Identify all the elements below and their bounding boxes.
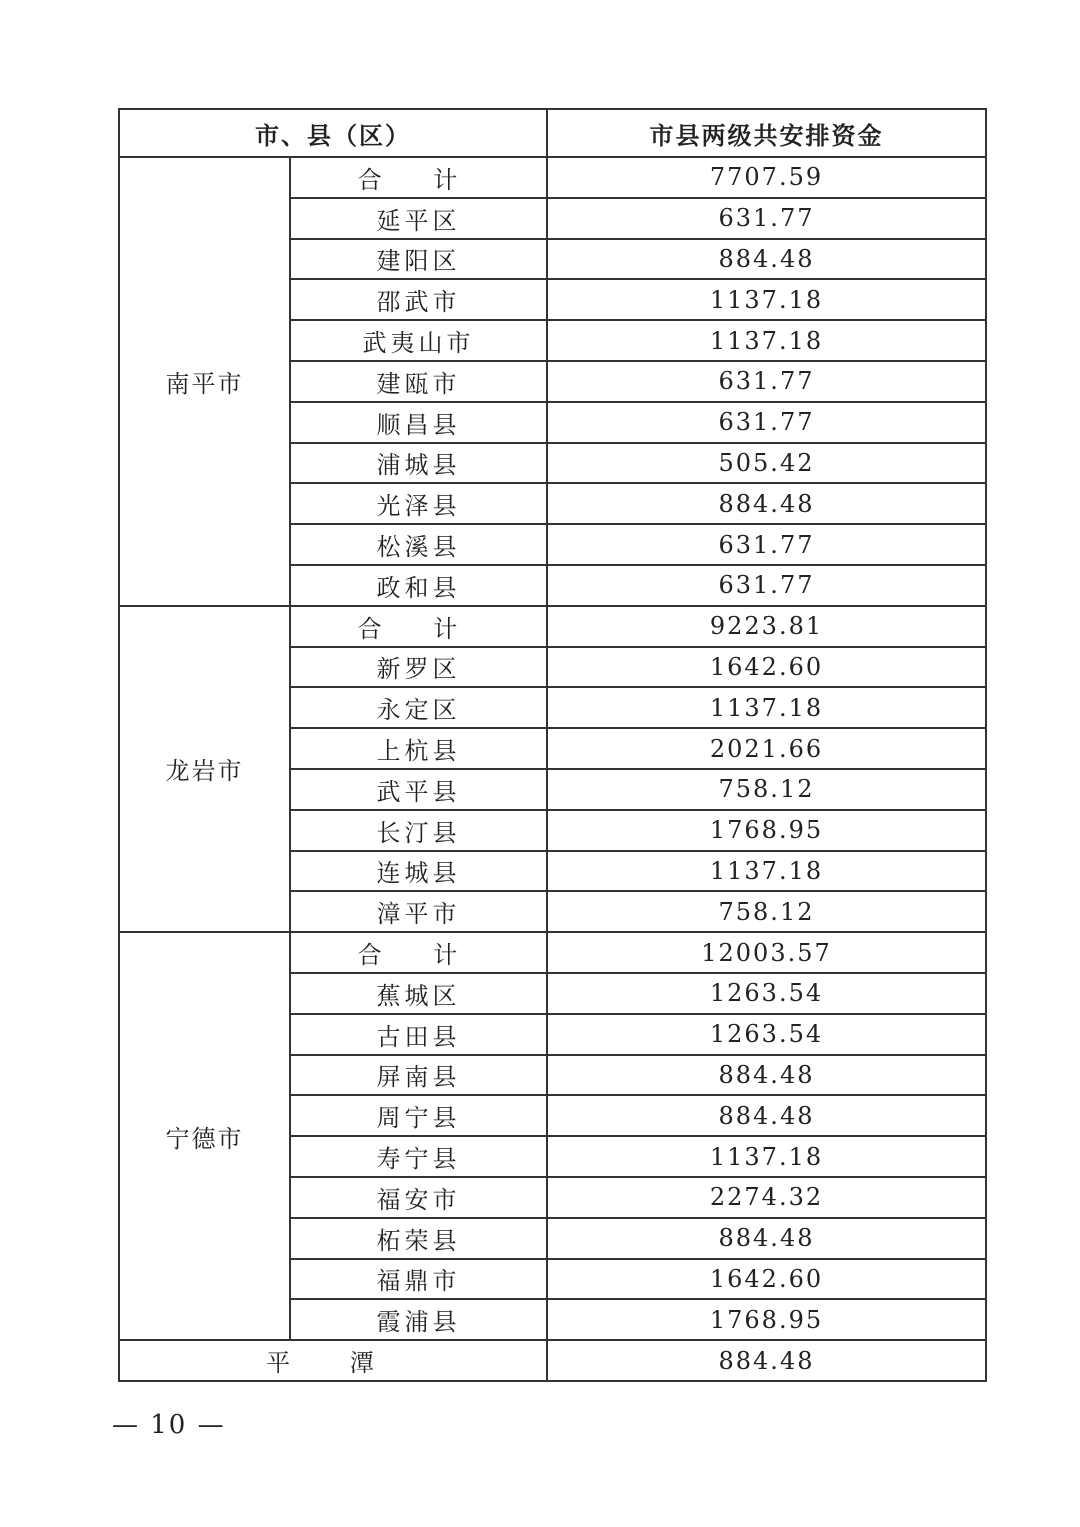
county-amount: 1137.18 [547, 1136, 986, 1177]
total-amount: 9223.81 [547, 606, 986, 647]
funding-header: 市县两级共安排资金 [547, 109, 986, 157]
county-name: 长汀县 [290, 810, 547, 851]
county-name: 武平县 [290, 769, 547, 810]
region-header: 市、县（区） [119, 109, 547, 157]
county-name: 永定区 [290, 687, 547, 728]
county-name: 漳平市 [290, 891, 547, 932]
county-amount: 884.48 [547, 1218, 986, 1259]
county-amount: 505.42 [547, 443, 986, 484]
city-name: 宁德市 [119, 932, 290, 1340]
county-name: 松溪县 [290, 524, 547, 565]
county-amount: 758.12 [547, 891, 986, 932]
county-name: 建瓯市 [290, 361, 547, 402]
county-amount: 1263.54 [547, 1014, 986, 1055]
city-total-row [119, 932, 986, 973]
county-name: 建阳区 [290, 239, 547, 280]
pingtan-row [119, 1340, 986, 1381]
county-amount: 2021.66 [547, 728, 986, 769]
county-name: 蕉城区 [290, 973, 547, 1014]
county-amount: 1642.60 [547, 647, 986, 688]
header-row [119, 109, 986, 157]
county-amount: 884.48 [547, 239, 986, 280]
county-amount: 884.48 [547, 483, 986, 524]
county-amount: 1263.54 [547, 973, 986, 1014]
city-total-row [119, 157, 986, 198]
pingtan-label: 平 潭 [119, 1340, 547, 1381]
county-name: 邵武市 [290, 279, 547, 320]
county-amount: 884.48 [547, 1055, 986, 1096]
county-amount: 1768.95 [547, 810, 986, 851]
county-amount: 631.77 [547, 402, 986, 443]
total-label: 合 计 [290, 932, 547, 973]
city-name: 龙岩市 [119, 606, 290, 932]
county-name: 上杭县 [290, 728, 547, 769]
county-name: 武夷山市 [290, 320, 547, 361]
county-amount: 631.77 [547, 524, 986, 565]
county-name: 福鼎市 [290, 1259, 547, 1300]
county-amount: 1137.18 [547, 320, 986, 361]
county-amount: 2274.32 [547, 1177, 986, 1218]
pingtan-amount: 884.48 [547, 1340, 986, 1381]
county-amount: 1768.95 [547, 1299, 986, 1340]
county-name: 连城县 [290, 851, 547, 892]
county-name: 寿宁县 [290, 1136, 547, 1177]
county-name: 周宁县 [290, 1095, 547, 1136]
county-amount: 884.48 [547, 1095, 986, 1136]
table-body [119, 157, 986, 1340]
county-name: 柘荣县 [290, 1218, 547, 1259]
county-name: 浦城县 [290, 443, 547, 484]
county-amount: 1137.18 [547, 687, 986, 728]
city-total-row [119, 606, 986, 647]
county-name: 霞浦县 [290, 1299, 547, 1340]
county-amount: 631.77 [547, 565, 986, 606]
county-amount: 1642.60 [547, 1259, 986, 1300]
page-number: — 10 — [112, 1410, 226, 1440]
county-name: 新罗区 [290, 647, 547, 688]
total-amount: 7707.59 [547, 157, 986, 198]
county-name: 福安市 [290, 1177, 547, 1218]
county-name: 屏南县 [290, 1055, 547, 1096]
county-amount: 631.77 [547, 361, 986, 402]
county-name: 政和县 [290, 565, 547, 606]
county-amount: 631.77 [547, 198, 986, 239]
city-name: 南平市 [119, 157, 290, 606]
county-name: 古田县 [290, 1014, 547, 1055]
county-amount: 1137.18 [547, 279, 986, 320]
county-amount: 1137.18 [547, 851, 986, 892]
county-name: 延平区 [290, 198, 547, 239]
total-label: 合 计 [290, 606, 547, 647]
county-name: 顺昌县 [290, 402, 547, 443]
funding-table [118, 108, 987, 1382]
total-label: 合 计 [290, 157, 547, 198]
total-amount: 12003.57 [547, 932, 986, 973]
county-amount: 758.12 [547, 769, 986, 810]
county-name: 光泽县 [290, 483, 547, 524]
